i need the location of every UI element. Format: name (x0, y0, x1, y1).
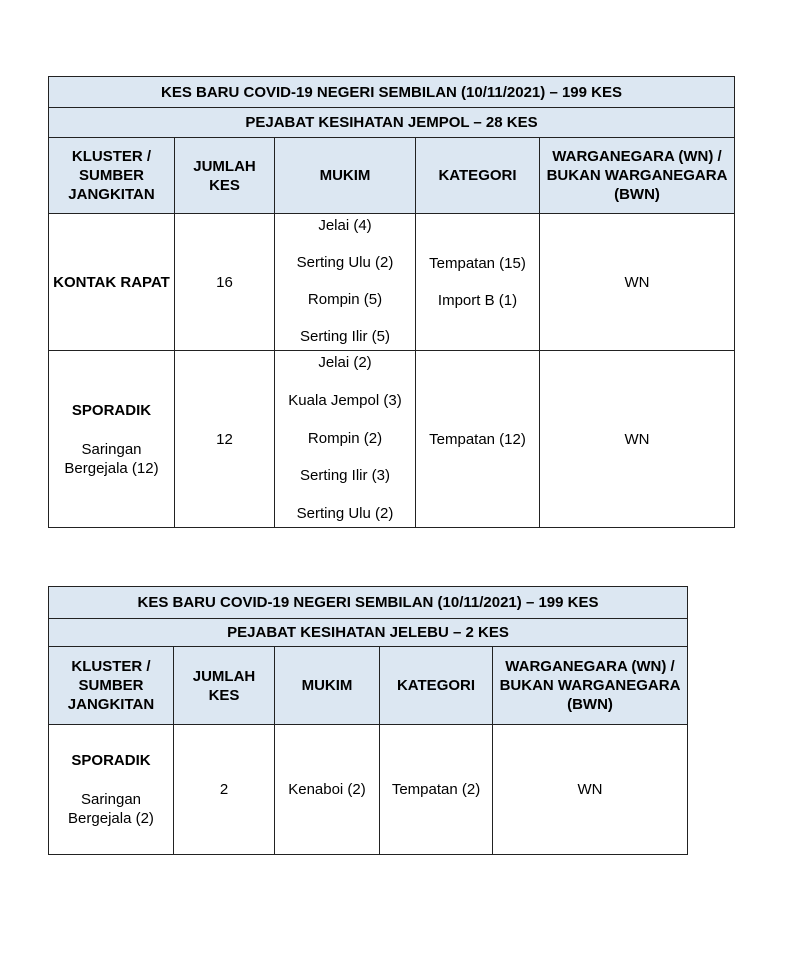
table-title: KES BARU COVID-19 NEGERI SEMBILAN (10/11/2021) – 199 KES (49, 77, 735, 108)
mukim-item: Kuala Jempol (3) (288, 391, 402, 409)
mukim-item: Jelai (2) (318, 354, 372, 371)
kluster-subtext: Saringan Bergejala (2) (68, 791, 154, 827)
table-row (49, 214, 735, 351)
header-jumlah: JUMLAH KES (175, 138, 275, 214)
kategori-item: Import B (1) (437, 292, 518, 309)
header-wn: WARGANEGARA (WN) / BUKAN WARGANEGARA (BWN) (493, 647, 688, 725)
mukim-item: Serting Ilir (3) (299, 467, 391, 485)
table-row (49, 725, 688, 855)
jumlah-cell: 16 (175, 214, 275, 351)
wn-cell: WN (540, 351, 735, 528)
kategori-cell: Tempatan (12) (416, 351, 540, 528)
kategori-item: Tempatan (15) (429, 255, 526, 272)
wn-cell: WN (540, 214, 735, 351)
mukim-item: Serting Ilir (5) (299, 328, 391, 345)
table-row (49, 351, 735, 528)
kluster-subtext: Saringan Bergejala (12) (64, 440, 159, 477)
mukim-item: Rompin (5) (307, 291, 383, 308)
mukim-cell (275, 351, 416, 528)
jempol-case-table (48, 76, 735, 528)
mukim-cell: Kenaboi (2) (275, 725, 380, 855)
header-kluster: KLUSTER / SUMBER JANGKITAN (49, 647, 174, 725)
kluster-cell (49, 725, 174, 855)
office-title: PEJABAT KESIHATAN JEMPOL – 28 KES (49, 108, 735, 138)
header-kategori: KATEGORI (380, 647, 493, 725)
kluster-cell: KONTAK RAPAT (49, 214, 175, 351)
office-title: PEJABAT KESIHATAN JELEBU – 2 KES (49, 619, 688, 647)
header-kategori: KATEGORI (416, 138, 540, 214)
header-mukim: MUKIM (275, 138, 416, 214)
mukim-cell (275, 214, 416, 351)
header-wn: WARGANEGARA (WN) / BUKAN WARGANEGARA (BWN) (540, 138, 735, 214)
header-mukim: MUKIM (275, 647, 380, 725)
jumlah-cell: 2 (174, 725, 275, 855)
mukim-item: Serting Ulu (2) (296, 254, 394, 271)
kategori-cell: Tempatan (2) (380, 725, 493, 855)
jumlah-cell: 12 (175, 351, 275, 528)
kluster-cell (49, 351, 175, 528)
kluster-label: SPORADIK (71, 401, 152, 419)
mukim-item: Rompin (2) (307, 429, 383, 447)
kategori-cell (416, 214, 540, 351)
header-kluster: KLUSTER / SUMBER JANGKITAN (49, 138, 175, 214)
jelebu-case-table (48, 586, 688, 855)
kluster-label: SPORADIK (71, 752, 151, 769)
table-title: KES BARU COVID-19 NEGERI SEMBILAN (10/11/2021) – 199 KES (49, 587, 688, 619)
mukim-item: Jelai (4) (318, 217, 372, 234)
wn-cell: WN (493, 725, 688, 855)
mukim-item: Serting Ulu (2) (296, 505, 394, 522)
header-jumlah: JUMLAH KES (174, 647, 275, 725)
